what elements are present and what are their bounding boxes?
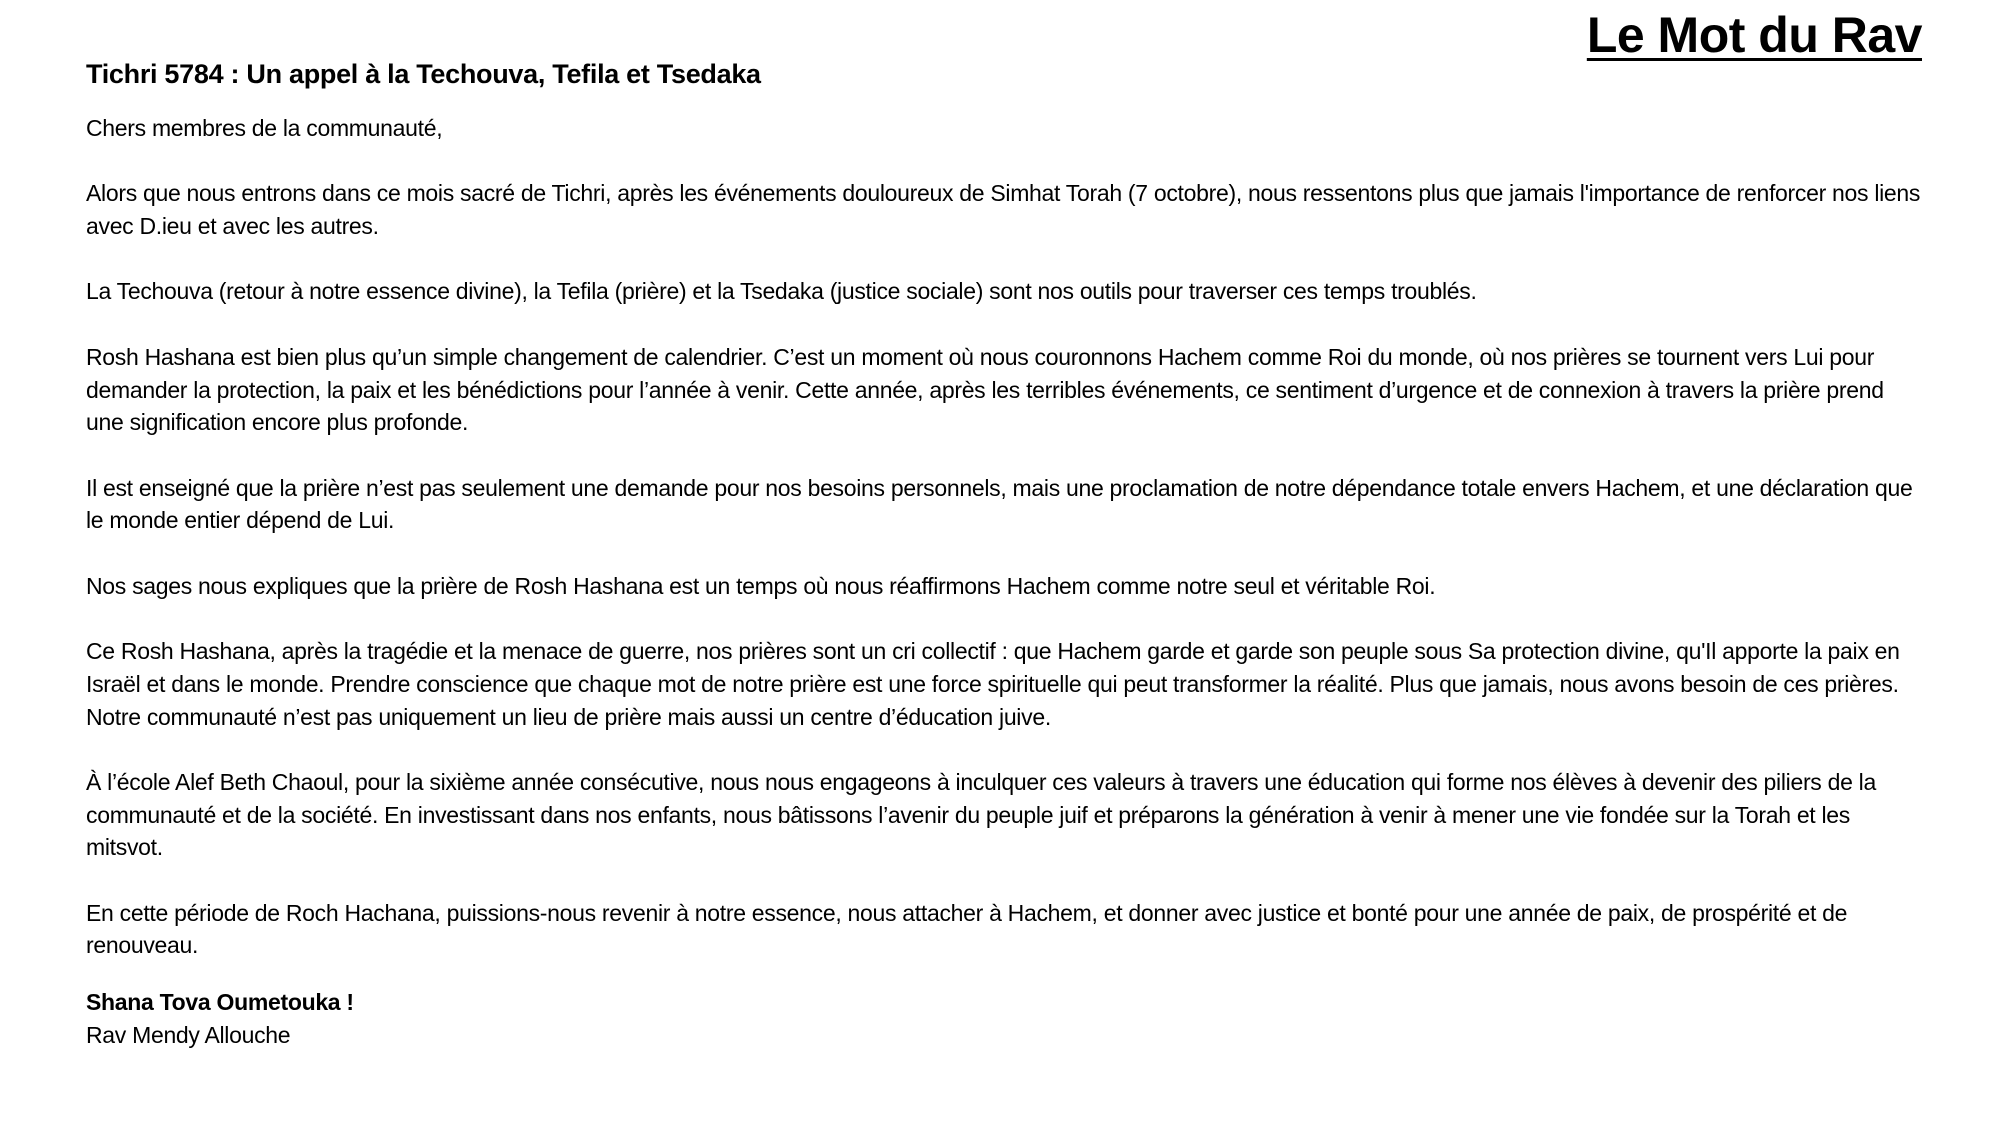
signature: Rav Mendy Allouche (86, 1021, 291, 1048)
paragraph-conclusion: En cette période de Roch Hachana, puissions-nous revenir à notre essence, nous attacher à Hachem, et donner avec justice et bonté pour une année de paix, de prospérité et de renouveau. (86, 899, 1848, 959)
paragraph-intro: Alors que nous entrons dans ce mois sacré de Tichri, après les événements douloureux de Simhat Torah (7 octobre), nous ressentons plus que jamais l'importance de renforcer nos liens avec D.ieu et avec les autres. (86, 180, 1921, 240)
closing-wishes: Shana Tova Oumetouka ! (86, 989, 354, 1016)
paragraph-cri-collectif: Ce Rosh Hashana, après la tragédie et la menace de guerre, nos prières sont un cri collectif : que Hachem garde et garde son peuple sous Sa protection divine, qu'Il apporte la paix en Israël et dans le monde. Prendre conscience que chaque mot de notre prière est une force spirituelle qui peut transformer la réalité. Plus que jamais, nous avons besoin de ces prières. (86, 638, 1900, 697)
page-title: Le Mot du Rav (1586, 7, 1922, 63)
letter-body (86, 56, 1926, 1052)
paragraph-ecole: À l’école Alef Beth Chaoul, pour la sixième année consécutive, nous nous engageons à inculquer ces valeurs à travers une éducation qui forme nos élèves à devenir des piliers de la communauté et de la société. En investissant dans nos enfants, nous bâtissons l’avenir du peuple juif et préparons la génération à venir à mener une vie fondée sur la Torah et les mitsvot. (86, 768, 1876, 861)
greeting: Chers membres de la communauté, (86, 115, 443, 141)
paragraph-techouva: La Techouva (retour à notre essence divine), la Tefila (prière) et la Tsedaka (justice sociale) sont nos outils pour traverser ces temps troublés. (86, 278, 1477, 305)
letter-subtitle: Tichri 5784 : Un appel à la Techouva, Tefila et Tsedaka (86, 59, 761, 89)
paragraph-rosh-hashana: Rosh Hashana est bien plus qu’un simple changement de calendrier. C’est un moment où nous couronnons Hachem comme Roi du monde, où nos prières se tournent vers Lui pour demander la protection, la paix et les bénédictions pour l’année à venir. Cette année, après les terribles événements, ce sentiment d’urgence et de connexion à travers la prière prend une signification encore plus profonde. (86, 343, 1884, 436)
paragraph-sages: Nos sages nous expliques que la prière de Rosh Hashana est un temps où nous réaffirmons Hachem comme notre seul et véritable Roi. (86, 572, 1436, 599)
paragraph-priere: Il est enseigné que la prière n’est pas seulement une demande pour nos besoins personnels, mais une proclamation de notre dépendance totale envers Hachem, et une déclaration que le monde entier dépend de Lui. (86, 474, 1913, 534)
paragraph-communaute: Notre communauté n’est pas uniquement un lieu de prière mais aussi un centre d’éducation juive. (86, 703, 1051, 730)
